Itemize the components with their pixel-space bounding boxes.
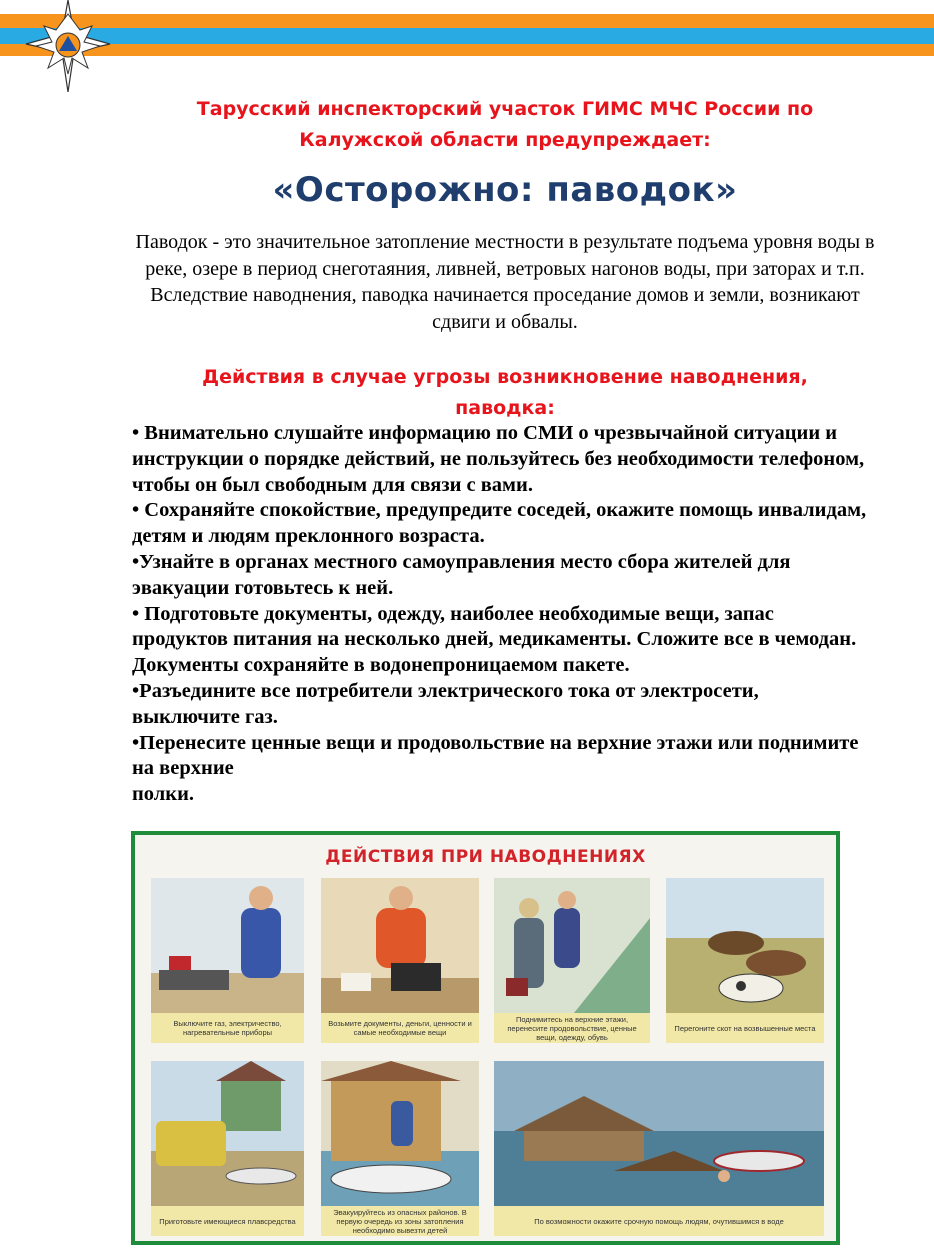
action-item: •Узнайте в органах местного самоуправления место сбора жителей для эвакуации готовьтесь к ней. [132,550,791,599]
boat-prep-illustration [151,1061,304,1206]
documents-illustration [321,878,479,1013]
cattle-illustration [666,878,824,1013]
stairs-illustration [494,878,650,1013]
action-item: • Сохраняйте спокойствие, предупредите соседей, окажите помощь инвалидам, детям и людям преклонного возраста. [132,499,867,548]
header-line-2: Калужской области предупреждает: [299,129,711,151]
poster-title: ДЕЙСТВИЯ ПРИ НАВОДНЕНИЯХ [325,847,646,867]
actions-list [132,421,867,808]
kitchen-illustration [151,878,304,1013]
poster-panel-cattle [666,878,824,1043]
page-title: «Осторожно: паводок» [272,170,738,210]
action-item: •Разъедините все потребители электрического тока от электросети, выключите газ. [132,679,759,728]
emercom-star-icon [18,0,118,92]
intro-paragraph: Паводок - это значительное затопление местности в результате подъема уровня воды в реке, озере в период снеготаяния, ливней, ветровых нагонов воды, при заторах и т.п. Вследствие наводнения, паводка начинается проседание домов и земли, возникают сдвиги и обвалы. [135,231,875,333]
rescue-illustration [494,1061,824,1206]
poster-panel-evacuate [321,1061,479,1236]
action-item: •Перенесите ценные вещи и продовольствие на верхние этажи или поднимите на верхние [132,731,859,780]
poster-panel-boats [151,1061,304,1236]
panel-caption: Эвакуируйтесь из опасных районов. В первую очередь из зоны затопления необходимо вывезти детей [321,1206,479,1236]
panel-caption: Приготовьте имеющиеся плавсредства [151,1206,304,1236]
poster-panel-rescue [494,1061,824,1236]
actions-heading-line-2: паводка: [455,397,555,419]
actions-heading-line-1: Действия в случае угрозы возникновение наводнения, [202,366,808,388]
poster-panel-upper-floors [494,878,650,1043]
action-item: • Подготовьте документы, одежду, наиболее необходимые вещи, запас продуктов питания на несколько дней, медикаменты. Сложите все в чемодан. Документы сохраняйте в водонепроницаемом пакете. [132,602,857,677]
header-line-1: Тарусский инспекторский участок ГИМС МЧС России по [196,98,814,120]
panel-caption: Возьмите документы, деньги, ценности и самые необходимые вещи [321,1013,479,1043]
flood-actions-poster [131,831,840,1245]
evacuation-illustration [321,1061,479,1206]
header [120,94,890,156]
panel-caption: Выключите газ, электричество, нагревательные приборы [151,1013,304,1043]
panel-caption: Перегоните скот на возвышенные места [666,1013,824,1043]
action-item: • Внимательно слушайте информацию по СМИ о чрезвычайной ситуации и инструкции о порядке действий, не пользуйтесь без необходимости телефоном, чтобы он был свободным для связи с вами. [132,422,865,496]
top-stripe-blue [0,28,934,44]
panel-caption: Поднимитесь на верхние этажи, перенесите продовольствие, ценные вещи, одежду, обувь [494,1013,650,1043]
action-item: полки. [132,783,195,806]
poster-panel-gas [151,878,304,1043]
poster-panel-documents [321,878,479,1043]
panel-caption: По возможности окажите срочную помощь людям, очутившимся в воде [494,1206,824,1236]
top-stripe-orange-lower [0,44,934,56]
top-stripe-orange [0,14,934,28]
actions-heading [135,362,875,424]
